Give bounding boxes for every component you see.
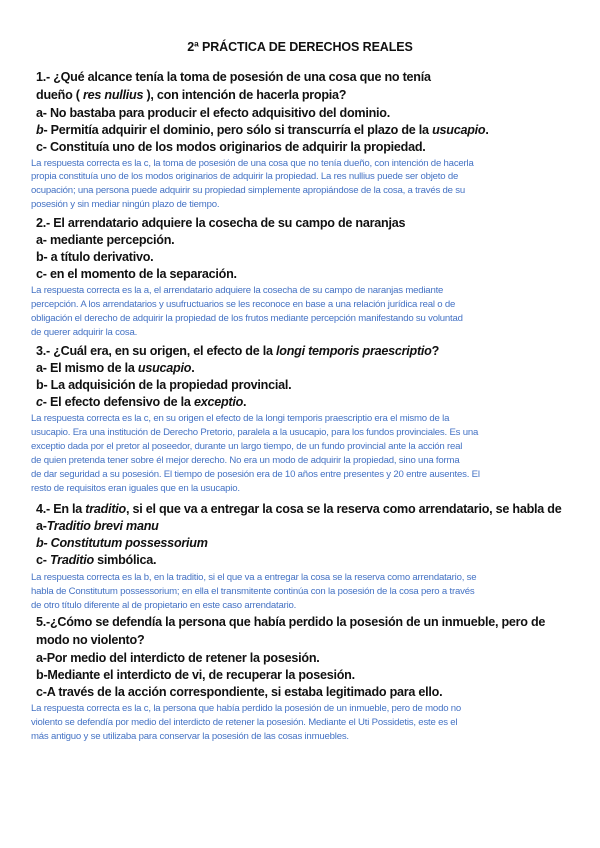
question-4-line-1: 4.- En la traditio, si el que va a entregar la cosa se la reserva como arrendatario, se habla de (36, 502, 562, 516)
answer-5-line-2: violento se defendía por medio del interdicto de retener la posesión. Mediante el Uti Possidetis, este es el (31, 717, 458, 728)
question-3-line-1: 3.- ¿Cuál era, en su origen, el efecto de la longi temporis praescriptio? (36, 344, 440, 358)
answer-2-line-1: La respuesta correcta es la a, el arrendatario adquiere la cosecha de su campo de naranjas mediante (31, 285, 444, 296)
answer-2-line-4: de querer adquirir la cosa. (31, 327, 138, 338)
question-5-option-b: b-Mediante el interdicto de vi, de recuperar la posesión. (36, 668, 355, 682)
question-5-line-2: modo no violento? (36, 633, 145, 647)
answer-5-line-1: La respuesta correcta es la c, la persona que había perdido la posesión de un inmueble, pero de modo no (31, 703, 462, 714)
question-4-option-c: c- Traditio simbólica. (36, 553, 157, 567)
question-2-option-a: a- mediante percepción. (36, 233, 175, 247)
question-4-option-a: a-Traditio brevi manu (36, 519, 159, 533)
question-1-line-2: dueño ( res nullius ), con intención de hacerla propia? (36, 88, 347, 102)
answer-3-line-2: usucapio. Era una institución de Derecho Pretorio, paralela a la usucapio, para los fundos provinciales. Es una (31, 427, 479, 438)
question-5-option-a: a-Por medio del interdicto de retener la posesión. (36, 651, 320, 665)
question-5-option-c: c-A través de la acción correspondiente, si estaba legitimado para ello. (36, 685, 443, 699)
answer-3-line-6: resto de requisitos eran iguales que en la usucapio. (31, 483, 240, 494)
question-3-option-a: a- El mismo de la usucapio. (36, 361, 195, 375)
document-title: 2ª PRÁCTICA DE DERECHOS REALES (187, 40, 413, 54)
answer-1-line-4: posesión y sin mediar ningún plazo de tiempo. (31, 199, 220, 210)
question-4-option-b: b- Constitutum possessorium (36, 536, 208, 550)
answer-3-line-4: de quien pretenda tener sobre él mejor derecho. No era un modo de adquirir la propiedad, sino una forma (31, 455, 460, 466)
question-5-line-1: 5.-¿Cómo se defendía la persona que había perdido la posesión de un inmueble, pero de (36, 615, 546, 629)
question-2-line-1: 2.- El arrendatario adquiere la cosecha de su campo de naranjas (36, 216, 406, 230)
question-1-line-1: 1.- ¿Qué alcance tenía la toma de posesión de una cosa que no tenía (36, 70, 431, 84)
answer-3-line-5: de dar seguridad a su posesión. El tiempo de posesión era de 10 años entre presentes y 20 entre ausentes. El (31, 469, 480, 480)
question-1-option-b: b- Permitía adquirir el dominio, pero sólo si transcurría el plazo de la usucapio. (36, 123, 489, 137)
question-3-option-b: b- La adquisición de la propiedad provincial. (36, 378, 292, 392)
answer-4-line-1: La respuesta correcta es la b, en la traditio, si el que va a entregar la cosa se la reserva como arrendatario, se (31, 572, 477, 583)
question-2-option-c: c- en el momento de la separación. (36, 267, 237, 281)
answer-1-line-2: propia constituía uno de los modos originarios de adquirir la propiedad. La res nullius puede ser objeto de (31, 171, 459, 182)
question-1-option-a: a- No bastaba para producir el efecto adquisitivo del dominio. (36, 106, 390, 120)
answer-3-line-3: exceptio dada por el pretor al poseedor, durante un largo tiempo, de un fundo provincial ante la acción real (31, 441, 463, 452)
question-1-option-c: c- Constituía uno de los modos originarios de adquirir la propiedad. (36, 140, 426, 154)
answer-3-line-1: La respuesta correcta es la c, en su origen el efecto de la longi temporis praescriptio era el mismo de la (31, 413, 450, 424)
answer-2-line-3: obligación el derecho de adquirir la propiedad de los frutos mediante percepción manifestando su voluntad (31, 313, 463, 324)
answer-5-line-3: más antiguo y se utilizaba para conservar la posesión de las cosas inmuebles. (31, 731, 349, 742)
answer-4-line-3: de otro título diferente al de propietario en este caso arrendatario. (31, 600, 297, 611)
answer-1-line-3: ocupación; una persona puede adquirir su propiedad simplemente apropiándose de la cosa, a través de su (31, 185, 466, 196)
answer-2-line-2: percepción. A los arrendatarios y usufructuarios se les reconoce en base a una relación jurídica real o de (31, 299, 456, 310)
answer-1-line-1: La respuesta correcta es la c, la toma de posesión de una cosa que no tenía dueño, con intención de hacerla (31, 158, 474, 169)
question-2-option-b: b- a título derivativo. (36, 250, 154, 264)
question-3-option-c: c- El efecto defensivo de la exceptio. (36, 395, 247, 409)
answer-4-line-2: habla de Constitutum possessorium; en ella el transmitente continúa con la posesión de la cosa pero a través (31, 586, 475, 597)
